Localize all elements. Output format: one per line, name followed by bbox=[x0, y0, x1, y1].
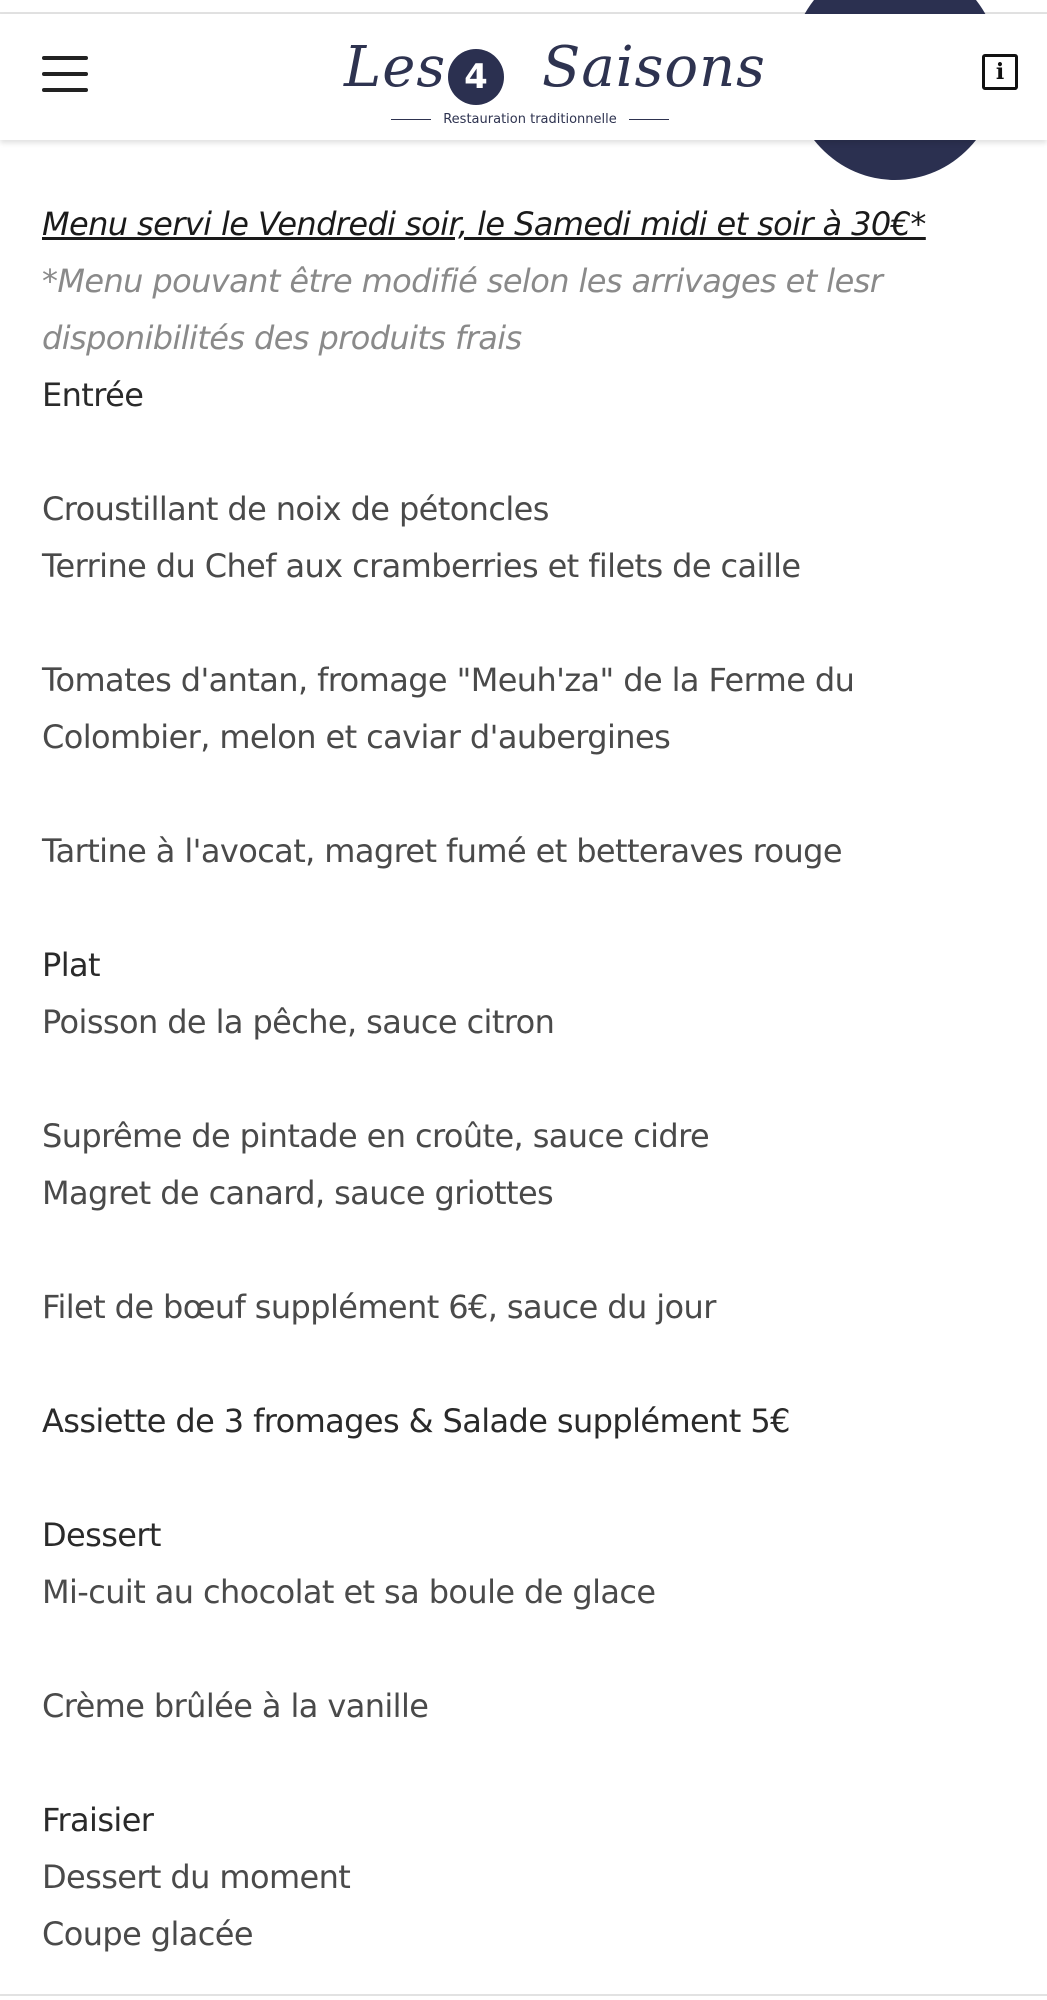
menu-content bbox=[42, 196, 1002, 1963]
dish-item: Crème brûlée à la vanille bbox=[42, 1687, 429, 1725]
logo-text-les: Les bbox=[344, 35, 447, 100]
section-title-plat: Plat bbox=[42, 946, 100, 984]
info-icon[interactable]: i bbox=[982, 54, 1018, 90]
spacer bbox=[42, 1222, 1002, 1279]
spacer bbox=[42, 1450, 1002, 1507]
section-title-entree: Entrée bbox=[42, 376, 144, 414]
spacer bbox=[42, 1051, 1002, 1108]
dish-item: Suprême de pintade en croûte, sauce cidre bbox=[42, 1117, 710, 1155]
tagline-rule bbox=[391, 119, 431, 120]
menu-note-line-1: *Menu pouvant être modifié selon les arrivages et lesr bbox=[42, 262, 883, 300]
spacer bbox=[42, 880, 1002, 937]
dish-item: Filet de bœuf supplément 6€, sauce du jour bbox=[42, 1288, 716, 1326]
menu-intro: Menu servi le Vendredi soir, le Samedi midi et soir à 30€* bbox=[42, 205, 926, 243]
section-title-dessert: Dessert bbox=[42, 1516, 161, 1554]
dish-item: Tomates d'antan, fromage "Meuh'za" de la Ferme du bbox=[42, 661, 855, 699]
dish-item: Mi-cuit au chocolat et sa boule de glace bbox=[42, 1573, 656, 1611]
tagline-rule bbox=[629, 119, 669, 120]
menu-note-line-2: disponibilités des produits frais bbox=[42, 319, 522, 357]
tagline-text: Restauration traditionnelle bbox=[443, 112, 617, 127]
dish-item: Dessert du moment bbox=[42, 1858, 351, 1896]
logo-number-badge: 4 bbox=[448, 49, 504, 105]
hamburger-bar bbox=[42, 72, 88, 76]
hamburger-bar bbox=[42, 56, 88, 60]
spacer bbox=[42, 1621, 1002, 1678]
hamburger-menu-icon[interactable] bbox=[42, 54, 88, 94]
spacer bbox=[42, 1336, 1002, 1393]
section-title-fromage: Assiette de 3 fromages & Salade supplément 5€ bbox=[42, 1402, 790, 1440]
dish-item: Magret de canard, sauce griottes bbox=[42, 1174, 554, 1212]
logo-tagline bbox=[330, 112, 730, 127]
bottom-divider bbox=[0, 1994, 1047, 1996]
dish-item: Colombier, melon et caviar d'aubergines bbox=[42, 718, 671, 756]
spacer bbox=[42, 424, 1002, 481]
dish-item: Coupe glacée bbox=[42, 1915, 253, 1953]
dish-item-fraisier: Fraisier bbox=[42, 1801, 154, 1839]
spacer bbox=[42, 1735, 1002, 1792]
site-logo[interactable] bbox=[330, 28, 766, 128]
dish-item: Poisson de la pêche, sauce citron bbox=[42, 1003, 555, 1041]
site-header bbox=[0, 14, 1047, 140]
logo-text-saisons: Saisons bbox=[542, 35, 766, 100]
spacer bbox=[42, 595, 1002, 652]
spacer bbox=[42, 766, 1002, 823]
hamburger-bar bbox=[42, 88, 88, 92]
dish-item: Tartine à l'avocat, magret fumé et betteraves rouge bbox=[42, 832, 842, 870]
dish-item: Terrine du Chef aux cramberries et filets de caille bbox=[42, 547, 801, 585]
dish-item: Croustillant de noix de pétoncles bbox=[42, 490, 549, 528]
